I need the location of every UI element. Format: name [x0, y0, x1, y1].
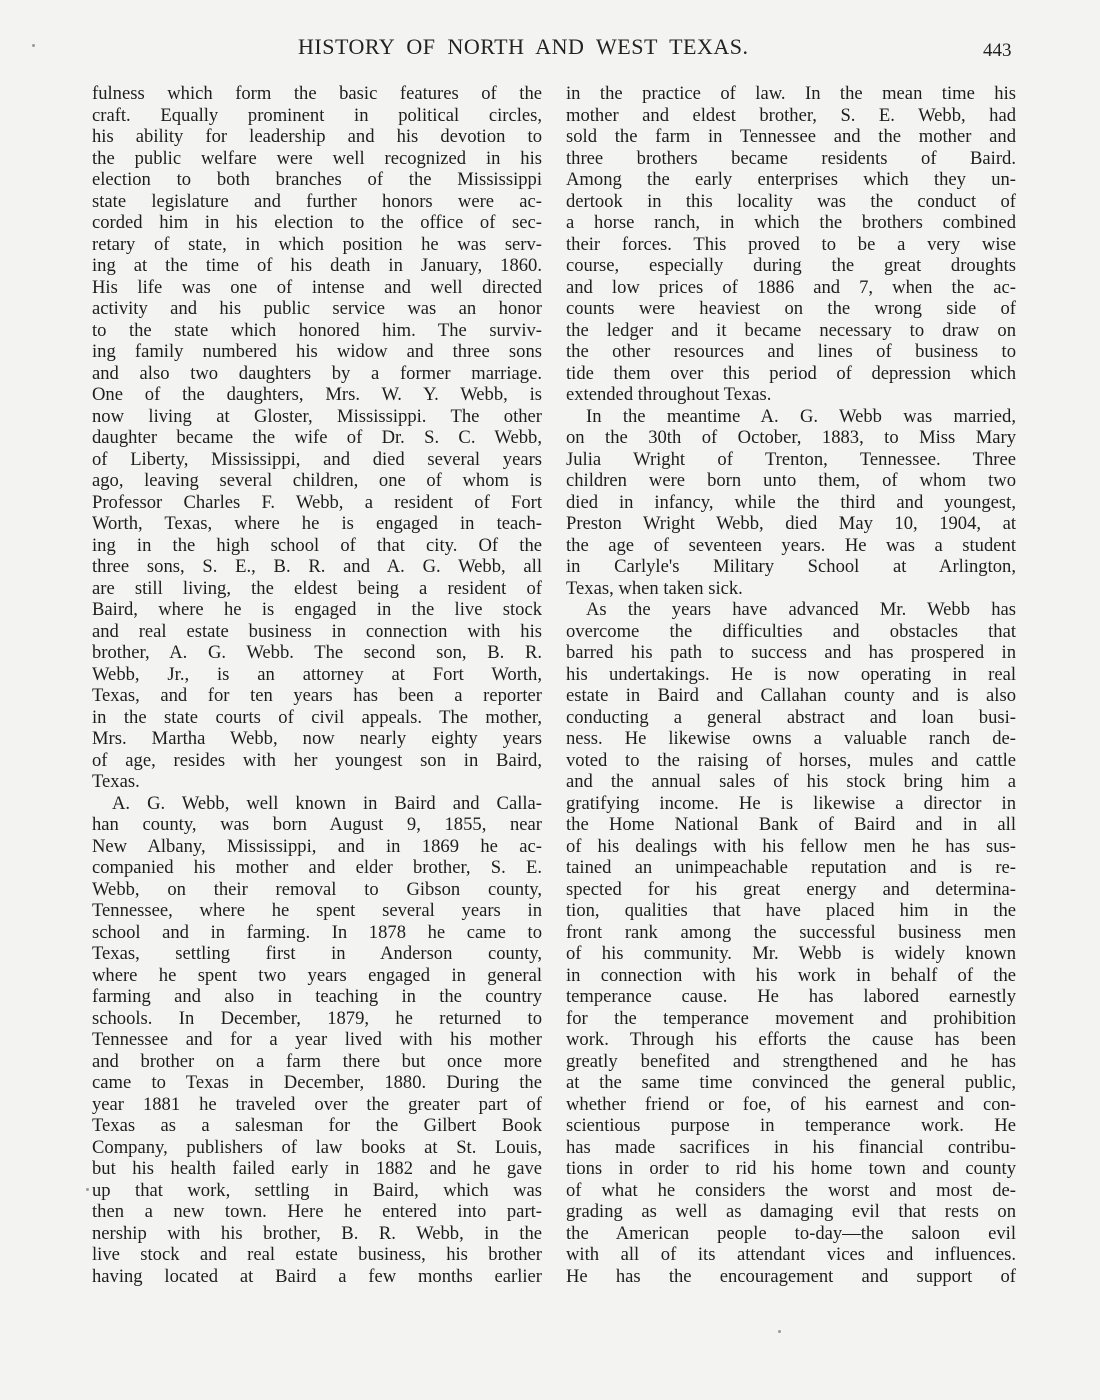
text-line: brother, A. G. Webb. The second son, B. R.	[92, 642, 542, 663]
text-line: ing in the high school of that city. Of the	[92, 534, 542, 556]
text-line: tide them over this period of depression which	[566, 362, 1016, 384]
text-line: companied his mother and elder brother, S. E.	[92, 857, 542, 878]
text-line: nership with his brother, B. R. Webb, in the	[92, 1222, 542, 1244]
text-line: craft. Equally prominent in political circles,	[92, 104, 542, 126]
text-line: activity and his public service was an honor	[92, 298, 542, 319]
text-line: Baird, where he is engaged in the live stock	[92, 599, 542, 620]
text-line: at the same time convinced the general public,	[566, 1072, 1016, 1093]
text-line: has made sacrifices in his financial contribu-	[566, 1136, 1016, 1158]
text-line: to the state which honored him. The surviv-	[92, 319, 542, 341]
text-line: Texas.	[92, 771, 140, 792]
text-line: school and in farming. In 1878 he came to	[92, 921, 542, 943]
text-line: are still living, the eldest being a resident of	[92, 577, 542, 599]
text-line: Webb, on their removal to Gibson county,	[92, 878, 542, 900]
text-line: sold the farm in Tennessee and the mother and	[566, 126, 1016, 147]
text-line: work. Through his efforts the cause has been	[566, 1029, 1016, 1050]
text-line: Tennessee, where he spent several years in	[92, 900, 542, 921]
text-line: Company, publishers of law books at St. Louis,	[92, 1136, 542, 1158]
paper-speck	[778, 1330, 781, 1333]
text-line: his undertakings. He is now operating in real	[566, 663, 1016, 685]
text-line: of his dealings with his fellow men he has sus-	[566, 835, 1016, 857]
text-line: daughter became the wife of Dr. S. C. Webb,	[92, 427, 542, 448]
text-line: and real estate business in connection with his	[92, 620, 542, 642]
text-line: the age of seventeen years. He was a student	[566, 534, 1016, 556]
text-line: As the years have advanced Mr. Webb has	[586, 599, 1016, 620]
text-line: Texas as a salesman for the Gilbert Book	[92, 1115, 542, 1136]
text-line: Among the early enterprises which they un-	[566, 169, 1016, 190]
text-line: in the practice of law. In the mean time his	[566, 83, 1016, 104]
text-line: ago, leaving several children, one of whom is	[92, 470, 542, 491]
text-line: whether friend or foe, of his earnest and con-	[566, 1093, 1016, 1115]
text-line: with all of its attendant vices and influences.	[566, 1244, 1016, 1265]
paper-speck	[32, 44, 35, 47]
text-line: Webb, Jr., is an attorney at Fort Worth,	[92, 663, 542, 685]
text-line: three sons, S. E., B. R. and A. G. Webb, all	[92, 556, 542, 577]
text-line: voted to the raising of horses, mules and cattle	[566, 749, 1016, 771]
right-column	[566, 83, 1016, 1287]
text-line: of his community. Mr. Webb is widely known	[566, 943, 1016, 964]
text-line: now living at Gloster, Mississippi. The other	[92, 405, 542, 427]
text-line: Mrs. Martha Webb, now nearly eighty years	[92, 728, 542, 749]
text-line: the other resources and lines of business to	[566, 341, 1016, 362]
text-line: election to both branches of the Mississippi	[92, 169, 542, 190]
text-line: Tennessee and for a year lived with his mother	[92, 1029, 542, 1050]
text-line: One of the daughters, Mrs. W. Y. Webb, is	[92, 384, 542, 405]
text-line: their forces. This proved to be a very wise	[566, 233, 1016, 255]
text-line: retary of state, in which position he was serv-	[92, 233, 542, 255]
text-line: front rank among the successful business men	[566, 921, 1016, 943]
text-line: and low prices of 1886 and 7, when the ac-	[566, 276, 1016, 298]
text-line: dertook in this locality was the conduct of	[566, 190, 1016, 212]
text-line: ing family numbered his widow and three sons	[92, 341, 542, 362]
text-line: Preston Wright Webb, died May 10, 1904, at	[566, 513, 1016, 534]
text-line: corded him in his election to the office of sec-	[92, 212, 542, 233]
text-line: fulness which form the basic features of the	[92, 83, 542, 104]
text-line: extended throughout Texas.	[566, 384, 772, 405]
text-line: died in infancy, while the third and youngest,	[566, 491, 1016, 513]
text-line: children were born unto them, of whom two	[566, 470, 1016, 491]
text-line: of age, resides with her youngest son in Baird,	[92, 749, 542, 771]
text-line: state legislature and further honors were ac-	[92, 190, 542, 212]
text-line: spected for his great energy and determina-	[566, 878, 1016, 900]
text-line: barred his path to success and has prospered in	[566, 642, 1016, 663]
text-line: His life was one of intense and well directed	[92, 276, 542, 298]
text-line: for the temperance movement and prohibition	[566, 1007, 1016, 1029]
text-line: but his health failed early in 1882 and he gave	[92, 1158, 542, 1179]
text-line: the public welfare were well recognized in his	[92, 147, 542, 169]
text-line: tion, qualities that have placed him in the	[566, 900, 1016, 921]
text-line: the Home National Bank of Baird and in all	[566, 814, 1016, 835]
text-line: han county, was born August 9, 1855, near	[92, 814, 542, 835]
text-line: in Carlyle's Military School at Arlington,	[566, 556, 1016, 577]
text-line: estate in Baird and Callahan county and is also	[566, 685, 1016, 706]
text-line: course, especially during the great droughts	[566, 255, 1016, 276]
text-line: where he spent two years engaged in general	[92, 964, 542, 986]
left-column	[92, 83, 542, 1287]
text-line: A. G. Webb, well known in Baird and Calla-	[112, 792, 542, 814]
text-line: grading as well as damaging evil that rests on	[566, 1201, 1016, 1222]
text-line: In the meantime A. G. Webb was married,	[586, 405, 1016, 427]
text-line: of Liberty, Mississippi, and died several years	[92, 448, 542, 470]
text-line: the American people to-day—the saloon evil	[566, 1222, 1016, 1244]
text-line: tained an unimpeachable reputation and is re-	[566, 857, 1016, 878]
text-line: the ledger and it became necessary to draw on	[566, 319, 1016, 341]
text-line: Texas, and for ten years has been a reporter	[92, 685, 542, 706]
text-line: greatly benefited and strengthened and he has	[566, 1050, 1016, 1072]
text-line: and the annual sales of his stock bring him a	[566, 771, 1016, 792]
text-line: New Albany, Mississippi, and in 1869 he ac-	[92, 835, 542, 857]
running-head	[0, 34, 1100, 64]
text-line: and also two daughters by a former marriage.	[92, 362, 542, 384]
text-line: three brothers became residents of Baird.	[566, 147, 1016, 169]
text-line: and brother on a farm there but once more	[92, 1050, 542, 1072]
text-line: Worth, Texas, where he is engaged in teach-	[92, 513, 542, 534]
text-line: in the state courts of civil appeals. The mother,	[92, 706, 542, 728]
text-line: a horse ranch, in which the brothers combined	[566, 212, 1016, 233]
text-line: in connection with his work in behalf of the	[566, 964, 1016, 986]
text-line: ing at the time of his death in January, 1860.	[92, 255, 542, 276]
text-line: Professor Charles F. Webb, a resident of Fort	[92, 491, 542, 513]
text-line: his ability for leadership and his devotion to	[92, 126, 542, 147]
page-number: 443	[983, 40, 1012, 61]
text-line: then a new town. Here he entered into part-	[92, 1201, 542, 1222]
text-line: Julia Wright of Trenton, Tennessee. Three	[566, 448, 1016, 470]
text-line: ness. He likewise owns a valuable ranch de-	[566, 728, 1016, 749]
text-line: live stock and real estate business, his brother	[92, 1244, 542, 1265]
text-line: up that work, settling in Baird, which was	[92, 1179, 542, 1201]
text-line: temperance cause. He has labored earnestly	[566, 986, 1016, 1007]
text-line: farming and also in teaching in the country	[92, 986, 542, 1007]
text-line: overcome the difficulties and obstacles that	[566, 620, 1016, 642]
paper-speck	[86, 1188, 89, 1191]
text-line: year 1881 he traveled over the greater part of	[92, 1093, 542, 1115]
text-line: came to Texas in December, 1880. During the	[92, 1072, 542, 1093]
text-line: of what he considers the worst and most de-	[566, 1179, 1016, 1201]
text-line: tions in order to rid his home town and county	[566, 1158, 1016, 1179]
text-line: conducting a general abstract and loan busi-	[566, 706, 1016, 728]
text-line: He has the encouragement and support of	[566, 1265, 1016, 1287]
text-line: schools. In December, 1879, he returned to	[92, 1007, 542, 1029]
text-line: gratifying income. He is likewise a director in	[566, 792, 1016, 814]
text-line: having located at Baird a few months earlier	[92, 1265, 542, 1287]
text-line: mother and eldest brother, S. E. Webb, had	[566, 104, 1016, 126]
text-line: counts were heaviest on the wrong side of	[566, 298, 1016, 319]
text-line: scientious purpose in temperance work. He	[566, 1115, 1016, 1136]
text-line: Texas, when taken sick.	[566, 577, 743, 599]
running-title: HISTORY OF NORTH AND WEST TEXAS.	[298, 34, 749, 59]
text-line: on the 30th of October, 1883, to Miss Mary	[566, 427, 1016, 448]
text-line: Texas, settling first in Anderson county,	[92, 943, 542, 964]
